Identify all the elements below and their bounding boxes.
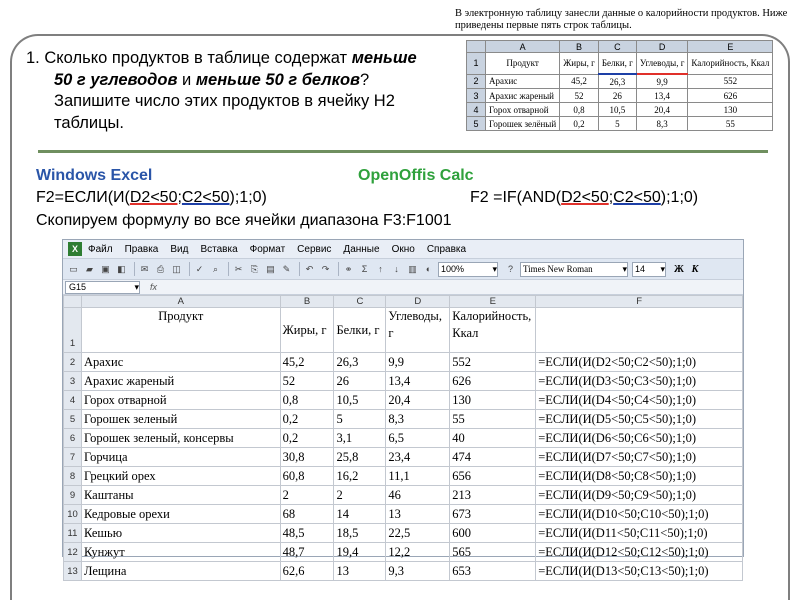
task-emphasis: 50 г углеводов (54, 70, 178, 89)
data-cell[interactable]: 8,3 (386, 410, 450, 429)
data-cell[interactable]: Горчица (81, 448, 280, 467)
chevron-down-icon: ▾ (660, 263, 665, 274)
autosum-icon[interactable]: Σ (361, 264, 368, 274)
sort-asc-icon[interactable]: ↑ (378, 264, 383, 274)
formula-part: F2 =IF(AND( (470, 189, 562, 206)
mini-cell: 8,3 (636, 117, 688, 131)
font-select[interactable] (520, 262, 628, 277)
formula-condition-carbs: D2<50 (561, 189, 609, 206)
data-cell[interactable]: 653 (450, 562, 536, 581)
data-cell[interactable]: Кешью (81, 524, 280, 543)
mini-cell: 45,2 (560, 74, 599, 89)
mini-cell: 5 (598, 117, 636, 131)
chevron-down-icon: ▾ (622, 263, 627, 274)
excel-window (62, 239, 744, 578)
menu-bar (63, 240, 743, 259)
formula-condition-carbs: D2<50 (129, 189, 178, 206)
data-cell[interactable]: 0,2 (280, 429, 334, 448)
task-emphasis: меньше (351, 49, 417, 67)
column-header[interactable]: A (81, 296, 280, 308)
formula-part: F2=ЕСЛИ(И( (36, 189, 130, 206)
task-text-part: 1. Сколько продуктов в таблице содержат (26, 49, 352, 67)
row-header[interactable]: 6 (64, 429, 82, 448)
column-header-row (64, 296, 743, 308)
row-header[interactable]: 2 (64, 353, 82, 372)
data-cell[interactable]: 2 (280, 486, 334, 505)
data-cell[interactable]: 23,4 (386, 448, 450, 467)
header-cell[interactable]: Продукт (81, 308, 280, 353)
data-cell[interactable]: 52 (280, 372, 334, 391)
italic-button[interactable]: К (691, 263, 699, 275)
table-row (64, 543, 743, 562)
zoom-value: 100% (441, 264, 465, 274)
name-box[interactable] (65, 281, 140, 294)
data-cell[interactable]: 552 (450, 353, 536, 372)
data-cell[interactable]: 14 (334, 505, 386, 524)
data-cell[interactable]: 6,5 (386, 429, 450, 448)
mini-cell: 0,8 (560, 103, 599, 117)
toolbar-separator (134, 262, 135, 276)
formula-cell[interactable]: =ЕСЛИ(И(D6<50;C6<50);1;0) (536, 429, 743, 448)
formula-cell[interactable]: =ЕСЛИ(И(D13<50;C13<50);1;0) (536, 562, 743, 581)
zoom-select[interactable] (438, 262, 498, 277)
toolbar-separator (299, 262, 300, 276)
mini-cell: Горошек зелёный (486, 117, 560, 131)
data-cell[interactable]: Лещина (81, 562, 280, 581)
data-cell[interactable]: 673 (450, 505, 536, 524)
mini-cell: Горох отварной (486, 103, 560, 117)
toolbar (63, 259, 743, 280)
redo-icon[interactable]: ↷ (321, 263, 330, 274)
data-cell[interactable]: 16,2 (334, 467, 386, 486)
row-header[interactable]: 8 (64, 467, 82, 486)
mini-cell: 130 (688, 103, 773, 117)
data-cell[interactable]: 213 (450, 486, 536, 505)
mini-col-header: E (688, 41, 773, 53)
copy-instruction: Скопируем формулу во все ячейки диапазона F3:F1001 (36, 212, 452, 229)
data-cell[interactable]: 13 (386, 505, 450, 524)
task-line-2 (26, 70, 446, 92)
mini-col-header: C (598, 41, 636, 53)
mini-row (467, 103, 773, 117)
mini-cell: 52 (560, 89, 599, 103)
data-cell[interactable]: 626 (450, 372, 536, 391)
table-row (64, 448, 743, 467)
row-header[interactable]: 1 (64, 308, 82, 353)
task-line-3: Запишите число этих продуктов в ячейку H2 (54, 92, 395, 110)
mini-row-header: 2 (467, 74, 486, 89)
mini-header-cell: Углеводы, г (636, 53, 688, 75)
formula-part: );1;0) (660, 189, 699, 206)
formula-condition-protein: C2<50 (613, 189, 661, 206)
help-icon[interactable]: ? (507, 264, 513, 274)
mini-table (466, 40, 773, 131)
formula-part: ; (177, 189, 182, 206)
paste-icon[interactable]: ▤ (266, 263, 275, 274)
mini-row (467, 117, 773, 131)
data-cell[interactable]: 40 (450, 429, 536, 448)
data-cell[interactable]: 13,4 (386, 372, 450, 391)
row-header[interactable]: 12 (64, 543, 82, 562)
row-header[interactable]: 11 (64, 524, 82, 543)
data-cell[interactable]: Арахис жареный (81, 372, 280, 391)
toolbar-separator (189, 262, 190, 276)
data-cell[interactable]: 130 (450, 391, 536, 410)
undo-icon[interactable]: ↶ (305, 263, 314, 274)
data-cell[interactable]: 9,3 (386, 562, 450, 581)
menu-item[interactable]: Правка (124, 243, 159, 255)
data-cell[interactable]: 0,8 (280, 391, 334, 410)
mini-row-header: 3 (467, 89, 486, 103)
mini-header-cell: Белки, г (598, 53, 636, 75)
select-all-corner[interactable] (64, 296, 82, 308)
spreadsheet-grid (63, 295, 743, 581)
excel-formula (36, 189, 267, 207)
header-cell[interactable]: Углеводы, г (386, 308, 450, 353)
task-line-1 (26, 48, 446, 70)
table-row (64, 353, 743, 372)
row-header[interactable]: 9 (64, 486, 82, 505)
mini-cell: Арахис (486, 74, 560, 89)
menu-item[interactable]: Данные (343, 243, 380, 255)
open-folder-icon[interactable]: ▰ (86, 263, 93, 274)
name-box-value: G15 (69, 281, 87, 292)
header-cell[interactable]: Калорийность, Ккал (450, 308, 536, 353)
chart-icon[interactable]: ▥ (408, 263, 417, 274)
mini-row-header: 5 (467, 117, 486, 131)
menu-item[interactable]: Окно (391, 243, 415, 255)
menu-item[interactable]: Вставка (200, 243, 238, 255)
toolbar-separator (338, 262, 339, 276)
data-cell[interactable]: 55 (450, 410, 536, 429)
data-cell[interactable]: Грецкий орех (81, 467, 280, 486)
data-cell[interactable]: 30,8 (280, 448, 334, 467)
row-header[interactable]: 13 (64, 562, 82, 581)
task-text-part: и (177, 70, 196, 89)
table-row (64, 524, 743, 543)
mini-row-header: 4 (467, 103, 486, 117)
data-cell[interactable]: Кедровые орехи (81, 505, 280, 524)
cut-icon[interactable]: ✂ (234, 263, 243, 274)
note-text: В электронную таблицу занесли данные о калорийности продуктов. Ниже приведены первые пять строк таблицы. (455, 8, 788, 31)
chevron-down-icon: ▾ (134, 281, 139, 292)
header-row (64, 308, 743, 353)
header-cell[interactable]: Жиры, г (280, 308, 334, 353)
excel-label: Windows Excel (36, 167, 153, 184)
data-cell[interactable]: 600 (450, 524, 536, 543)
format-painter-icon[interactable]: ✎ (282, 263, 291, 274)
sort-desc-icon[interactable]: ↓ (394, 264, 399, 274)
table-row (64, 505, 743, 524)
mini-cell: 20,4 (636, 103, 688, 117)
data-cell[interactable]: Кунжут (81, 543, 280, 562)
header-cell[interactable]: Белки, г (334, 308, 386, 353)
data-cell[interactable]: 48,5 (280, 524, 334, 543)
data-cell[interactable]: 20,4 (386, 391, 450, 410)
calc-formula (470, 189, 698, 207)
formula-cell[interactable]: =ЕСЛИ(И(D9<50;C9<50);1;0) (536, 486, 743, 505)
data-cell[interactable]: 26 (334, 372, 386, 391)
mini-col-header-row (467, 41, 773, 53)
data-cell[interactable]: 22,5 (386, 524, 450, 543)
data-cell[interactable]: 60,8 (280, 467, 334, 486)
chevron-down-icon: ▾ (492, 263, 497, 274)
menu-item[interactable]: Файл (88, 243, 113, 255)
divider-line (38, 150, 768, 153)
formula-cell[interactable]: =ЕСЛИ(И(D12<50;C12<50);1;0) (536, 543, 743, 562)
data-cell[interactable]: Каштаны (81, 486, 280, 505)
data-cell[interactable]: 48,7 (280, 543, 334, 562)
data-cell[interactable]: 12,2 (386, 543, 450, 562)
menu-item[interactable]: Справка (426, 243, 467, 255)
data-cell[interactable]: Горошек зеленый (81, 410, 280, 429)
data-cell[interactable]: 25,8 (334, 448, 386, 467)
permission-icon[interactable]: ◧ (117, 263, 126, 274)
header-cell[interactable] (536, 308, 743, 353)
data-cell[interactable]: 9,9 (386, 353, 450, 372)
row-header[interactable]: 7 (64, 448, 82, 467)
formula-part: );1;0) (229, 189, 267, 206)
task-emphasis: меньше 50 г белков (195, 70, 360, 89)
data-cell[interactable]: 11,1 (386, 467, 450, 486)
data-cell[interactable]: Горох отварной (81, 391, 280, 410)
mini-col-header: A (486, 41, 560, 53)
mini-col-header: D (636, 41, 688, 53)
column-header[interactable]: E (450, 296, 536, 308)
data-cell[interactable]: 26,3 (334, 353, 386, 372)
save-icon[interactable]: ▣ (101, 263, 110, 274)
font-value: Times New Roman (523, 264, 593, 274)
formula-cell[interactable]: =ЕСЛИ(И(D11<50;C11<50);1;0) (536, 524, 743, 543)
mail-icon[interactable]: ✉ (140, 263, 149, 274)
data-cell[interactable]: 10,5 (334, 391, 386, 410)
mini-corner-cell (467, 41, 486, 53)
excel-app-icon: X (68, 242, 82, 256)
row-header[interactable]: 10 (64, 505, 82, 524)
data-cell[interactable]: 62,6 (280, 562, 334, 581)
data-cell[interactable]: 46 (386, 486, 450, 505)
data-cell[interactable]: 565 (450, 543, 536, 562)
formula-cell[interactable]: =ЕСЛИ(И(D5<50;C5<50);1;0) (536, 410, 743, 429)
formula-condition-protein: C2<50 (181, 189, 230, 206)
formula-part: ; (608, 189, 614, 206)
formula-cell[interactable]: =ЕСЛИ(И(D2<50;C2<50);1;0) (536, 353, 743, 372)
mini-cell: 0,2 (560, 117, 599, 131)
task-text (26, 48, 446, 134)
data-cell[interactable]: 5 (334, 410, 386, 429)
table-row (64, 562, 743, 581)
table-row (64, 486, 743, 505)
bold-button[interactable]: Ж (674, 263, 684, 275)
task-text-part: ? (359, 70, 370, 89)
preview-icon[interactable]: ◫ (172, 263, 181, 274)
task-line-4: таблицы. (54, 113, 124, 132)
mini-row (467, 74, 773, 89)
mini-cell: 26,3 (598, 74, 636, 89)
spelling-icon[interactable]: ✓ (195, 263, 204, 274)
data-cell[interactable]: 3,1 (334, 429, 386, 448)
table-row (64, 429, 743, 448)
fx-icon[interactable]: fx (150, 282, 158, 292)
mini-header-row (467, 53, 773, 75)
mini-row-header: 1 (467, 53, 486, 75)
data-cell[interactable]: 19,4 (334, 543, 386, 562)
mini-col-header: B (560, 41, 599, 53)
calc-label: OpenOffis Calc (358, 167, 474, 184)
row-header[interactable]: 3 (64, 372, 82, 391)
copy-icon[interactable]: ⎘ (250, 263, 259, 274)
data-cell[interactable]: 13 (334, 562, 386, 581)
mini-cell: 26 (598, 89, 636, 103)
data-cell[interactable]: Арахис (81, 353, 280, 372)
mini-cell: 552 (688, 74, 773, 89)
data-cell[interactable]: 0,2 (280, 410, 334, 429)
mini-header-cell: Калорийность, Ккал (688, 53, 773, 75)
mini-cell: 10,5 (598, 103, 636, 117)
data-cell[interactable]: 18,5 (334, 524, 386, 543)
mini-cell: 9,9 (636, 74, 688, 89)
formula-bar (63, 280, 743, 295)
data-cell[interactable]: 474 (450, 448, 536, 467)
hyperlink-icon[interactable]: ⚭ (344, 263, 353, 274)
data-cell[interactable]: 68 (280, 505, 334, 524)
data-cell[interactable]: 2 (334, 486, 386, 505)
table-row (64, 391, 743, 410)
mini-cell: Арахис жареный (486, 89, 560, 103)
mini-cell: 13,4 (636, 89, 688, 103)
data-cell[interactable]: 45,2 (280, 353, 334, 372)
table-row (64, 372, 743, 391)
drawing-icon[interactable]: ◐ (425, 264, 432, 274)
formula-cell[interactable]: =ЕСЛИ(И(D8<50;C8<50);1;0) (536, 467, 743, 486)
column-header[interactable]: F (536, 296, 743, 308)
mini-row (467, 89, 773, 103)
formula-cell[interactable]: =ЕСЛИ(И(D7<50;C7<50);1;0) (536, 448, 743, 467)
menu-item[interactable]: Формат (249, 243, 286, 255)
formula-cell[interactable]: =ЕСЛИ(И(D10<50;C10<50);1;0) (536, 505, 743, 524)
mini-header-cell: Жиры, г (560, 53, 599, 75)
font-size-value: 14 (635, 264, 646, 274)
row-header[interactable]: 4 (64, 391, 82, 410)
column-header[interactable]: B (280, 296, 334, 308)
menu-item[interactable]: Вид (170, 243, 189, 255)
new-doc-icon[interactable]: ▭ (69, 263, 78, 274)
font-size-select[interactable] (632, 262, 666, 277)
print-icon[interactable]: ⎙ (156, 263, 165, 274)
row-header[interactable]: 5 (64, 410, 82, 429)
menu-item[interactable]: Сервис (297, 243, 332, 255)
mini-header-cell: Продукт (486, 53, 560, 75)
research-icon[interactable]: ⌕ (212, 263, 219, 274)
mini-cell: 626 (688, 89, 773, 103)
data-cell[interactable]: 656 (450, 467, 536, 486)
toolbar-separator (228, 262, 229, 276)
column-header[interactable]: D (386, 296, 450, 308)
column-header[interactable]: C (334, 296, 386, 308)
data-cell[interactable]: Горошек зеленый, консервы (81, 429, 280, 448)
mini-cell: 55 (688, 117, 773, 131)
formula-cell[interactable]: =ЕСЛИ(И(D4<50;C4<50);1;0) (536, 391, 743, 410)
formula-cell[interactable]: =ЕСЛИ(И(D3<50;C3<50);1;0) (536, 372, 743, 391)
table-row (64, 410, 743, 429)
table-row (64, 467, 743, 486)
